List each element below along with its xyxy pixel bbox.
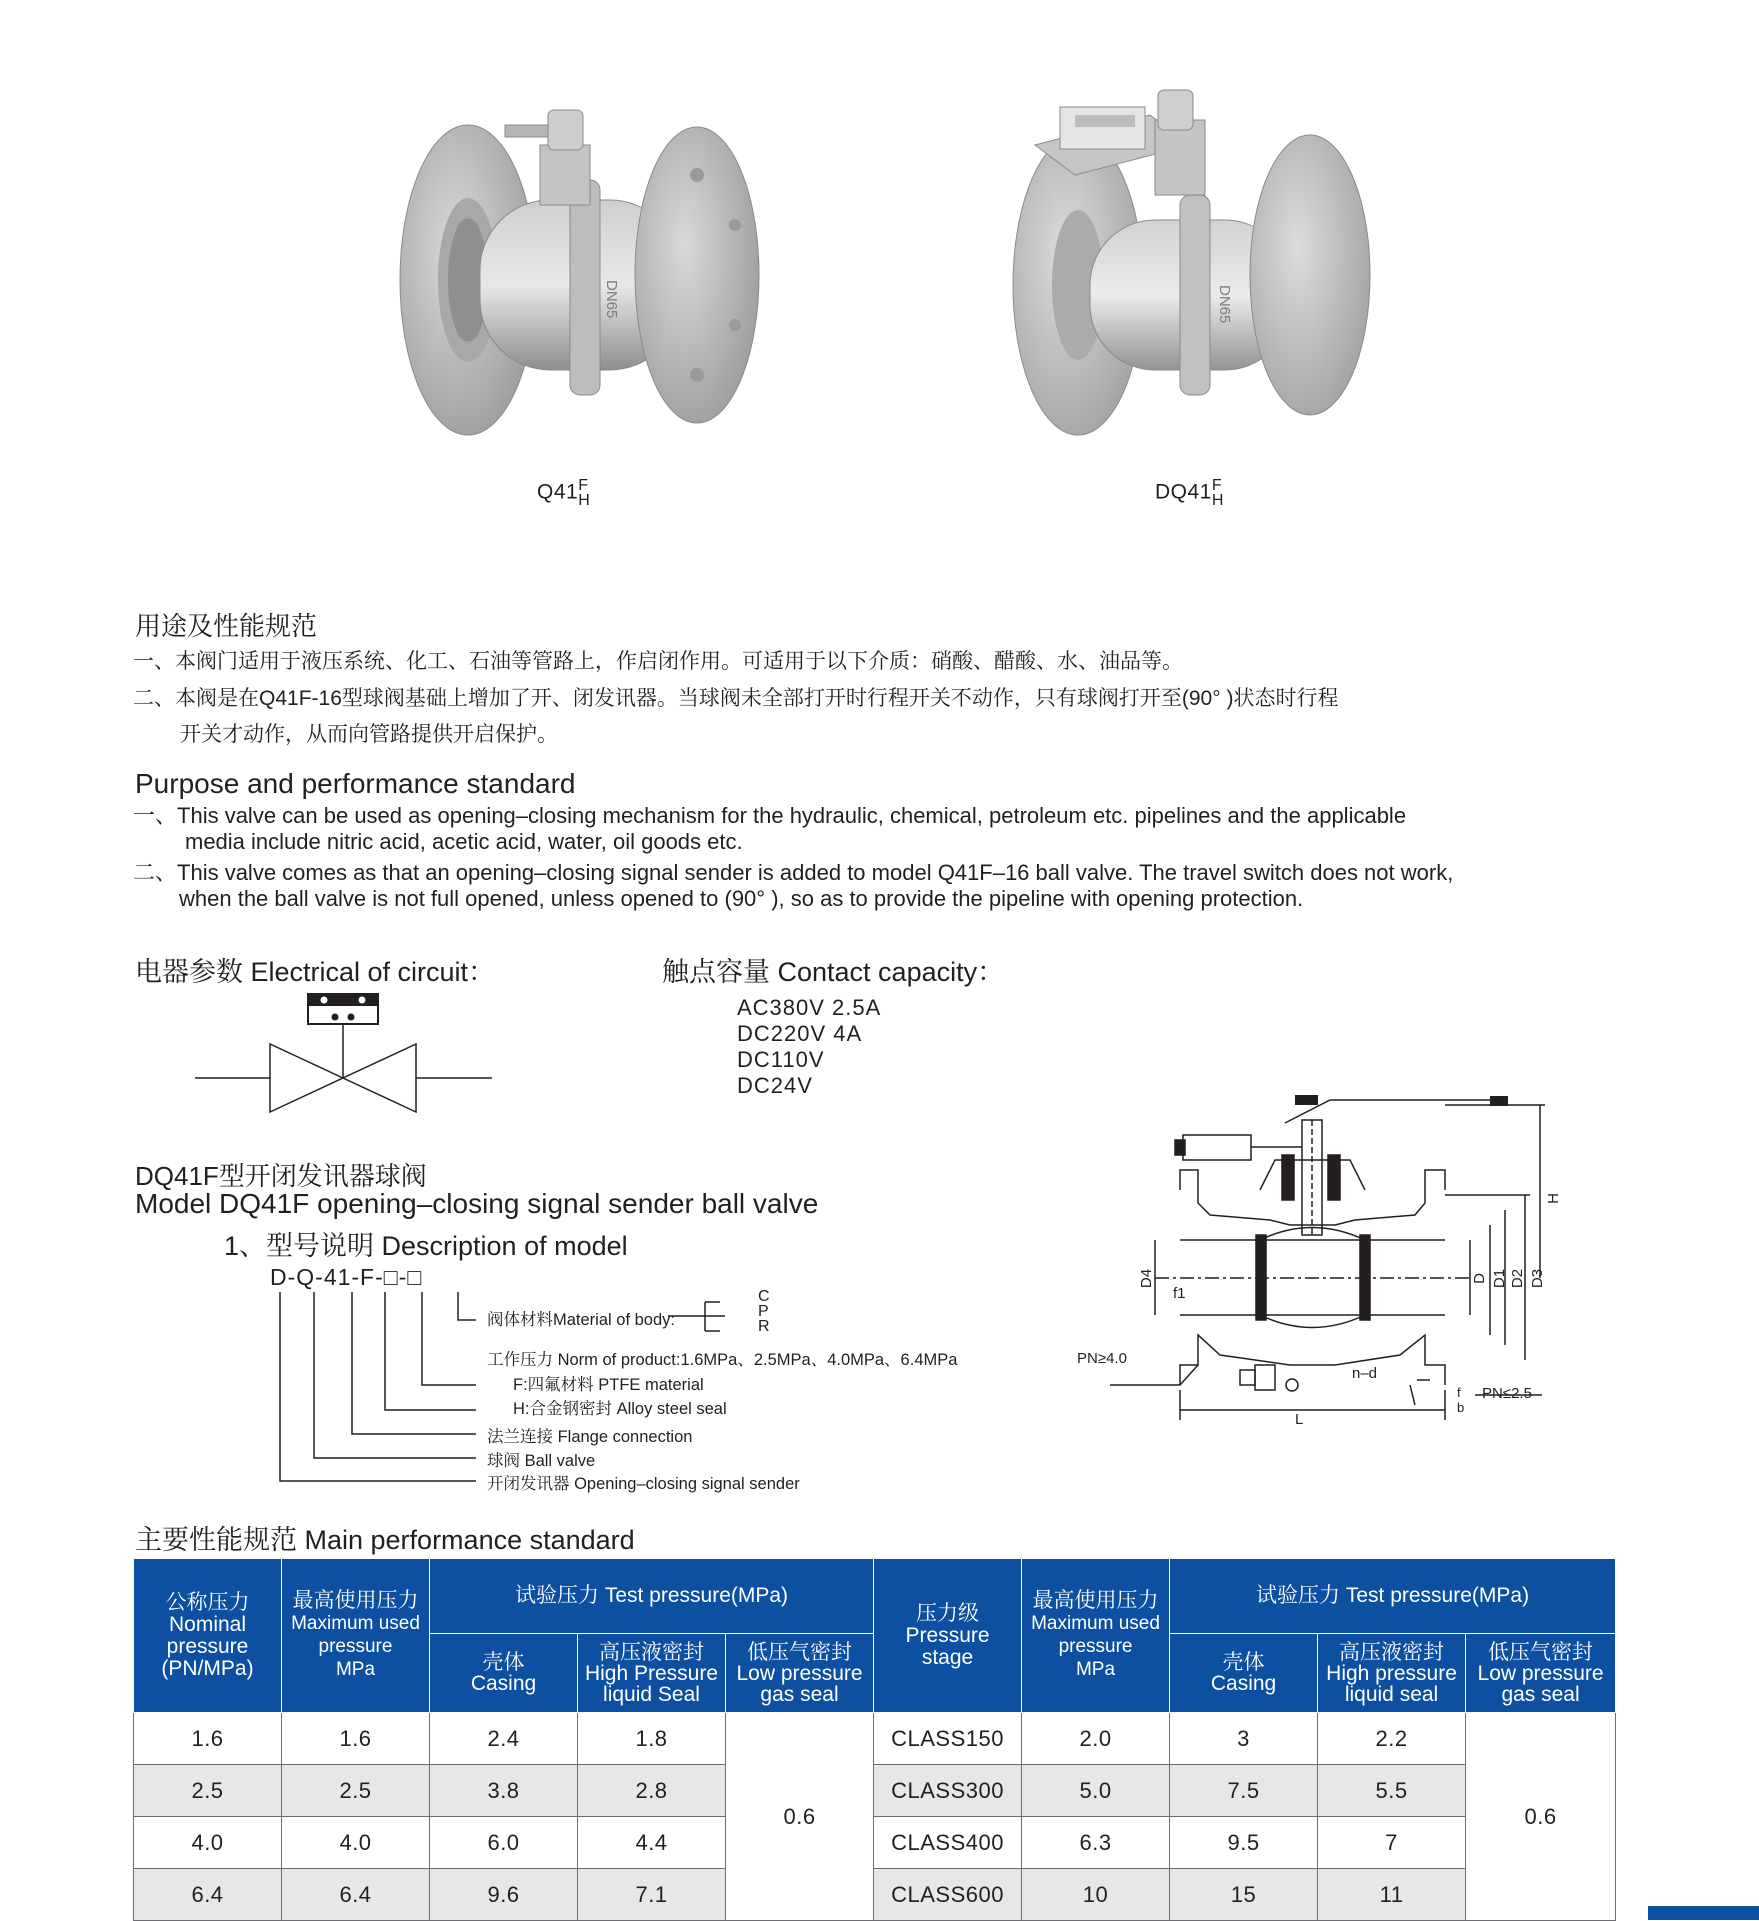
dim-label-D2: D2 bbox=[1509, 1268, 1527, 1289]
header-low-pressure-seal-2: 低压气密封 Low pressure gas seal bbox=[1466, 1634, 1616, 1713]
caption-sub: H bbox=[1211, 492, 1224, 509]
caption-sup: F bbox=[578, 477, 589, 494]
purpose-en-line: This valve comes as that an opening–closing signal sender is added to model Q41F–16 ball valve. The travel switch does not work, bbox=[177, 860, 1454, 885]
dq41-valve-image bbox=[990, 85, 1390, 460]
circuit-symbol bbox=[190, 990, 500, 1118]
model-line-ball: 球阀 Ball valve bbox=[487, 1452, 596, 1470]
header-casing: 壳体 Casing bbox=[430, 1634, 578, 1713]
material-option: C bbox=[758, 1288, 770, 1305]
dim-label-D1: D1 bbox=[1491, 1268, 1509, 1289]
dim-label-D3: D3 bbox=[1529, 1268, 1547, 1289]
product-caption-dq41: DQ41F H bbox=[1155, 477, 1224, 509]
table-row: 2.5 2.5 3.8 2.8 CLASS300 5.0 7.5 5.5 bbox=[134, 1765, 1616, 1817]
caption-sup: F bbox=[1211, 477, 1223, 494]
list-marker: 一、 bbox=[133, 803, 178, 828]
table-row: 4.0 4.0 6.0 4.4 CLASS400 6.3 9.5 7 bbox=[134, 1817, 1616, 1869]
low-seal-value-left: 0.6 bbox=[726, 1713, 874, 1921]
header-high-pressure-seal: 高压液密封 High Pressure liquid Seal bbox=[578, 1634, 726, 1713]
header-pressure-stage: 压力级 Pressure stage bbox=[874, 1559, 1022, 1713]
model-title-en: Model DQ41F opening–closing signal sender ball valve bbox=[135, 1188, 819, 1219]
model-subtitle: 1、型号说明 Description of model bbox=[224, 1231, 628, 1261]
list-marker: 二、 bbox=[133, 860, 178, 885]
purpose-en-item-1 bbox=[133, 803, 1633, 855]
svg-text:DN65: DN65 bbox=[1216, 285, 1233, 324]
purpose-en-item-2 bbox=[133, 860, 1633, 912]
dim-label-nd: n–d bbox=[1352, 1365, 1378, 1382]
dim-label-L: L bbox=[1295, 1411, 1304, 1428]
table-title: 主要性能规范 Main performance standard bbox=[135, 1525, 635, 1555]
purpose-en-line: media include nitric acid, acetic acid, water, oil goods etc. bbox=[185, 829, 743, 854]
dim-label-f1: f1 bbox=[1173, 1285, 1186, 1302]
dim-label-pn-right: PN≤2.5 bbox=[1482, 1385, 1532, 1402]
dim-label-pn-left: PN≥4.0 bbox=[1077, 1350, 1127, 1367]
contact-value: DC110V bbox=[737, 1047, 825, 1072]
contact-value: AC380V 2.5A bbox=[737, 995, 882, 1020]
purpose-cn-title: 用途及性能规范 bbox=[135, 611, 318, 641]
dim-label-H: H bbox=[1544, 1193, 1562, 1204]
purpose-cn-item-2-cont: 开关才动作，从而向管路提供开启保护。 bbox=[180, 723, 558, 746]
dim-label-D: D bbox=[1470, 1273, 1488, 1284]
page-accent-bar bbox=[1648, 1906, 1759, 1920]
model-title-cn: DQ41F型开闭发讯器球阀 bbox=[135, 1161, 427, 1191]
header-test-pressure-2: 试验压力 Test pressure(MPa) bbox=[1170, 1559, 1616, 1634]
purpose-cn-item-2: 二、本阀是在Q41F-16型球阀基础上增加了开、闭发讯器。当球阀未全部打开时行程开关不动作，只有球阀打开至(90° )状态时行程 bbox=[133, 687, 1339, 710]
table-row: 6.4 6.4 9.6 7.1 CLASS600 10 15 11 bbox=[134, 1869, 1616, 1921]
table-row: 1.6 1.6 2.4 1.8 0.6 CLASS150 2.0 3 2.2 0.6 bbox=[134, 1713, 1616, 1765]
svg-text:DN65: DN65 bbox=[603, 280, 620, 319]
electrical-title: 电器参数 Electrical of circuit： bbox=[135, 957, 496, 987]
dim-label-f: f bbox=[1457, 1385, 1461, 1400]
purpose-en-title: Purpose and performance standard bbox=[135, 768, 576, 799]
dim-label-D4: D4 bbox=[1138, 1268, 1156, 1289]
model-line-flange: 法兰连接 Flange connection bbox=[487, 1428, 693, 1446]
material-option: R bbox=[758, 1318, 770, 1335]
purpose-en-line: when the ball valve is not full opened, unless opened to (90° ), so as to provide the pipeline with opening protection. bbox=[179, 886, 1304, 911]
q41-valve-image bbox=[370, 85, 770, 460]
header-casing-2: 壳体 Casing bbox=[1170, 1634, 1318, 1713]
drawing-labels bbox=[1070, 1095, 1570, 1445]
dim-label-b: b bbox=[1457, 1400, 1465, 1415]
model-line-material: 阀体材料Material of body: bbox=[487, 1311, 675, 1329]
purpose-cn-item-1: 一、本阀门适用于液压系统、化工、石油等管路上，作启闭作用。可适用于以下介质：硝酸、醋酸、水、油品等。 bbox=[133, 650, 1183, 673]
contact-values bbox=[737, 995, 881, 1099]
caption-sub: H bbox=[578, 492, 591, 509]
model-line-ptfe: F:四氟材料 PTFE material bbox=[513, 1376, 704, 1394]
product-caption-q41: Q41F H bbox=[537, 477, 591, 509]
model-line-sender: 开闭发讯器 Opening–closing signal sender bbox=[487, 1475, 800, 1493]
model-code: D-Q-41-F-□-□ bbox=[270, 1264, 423, 1290]
material-option: P bbox=[758, 1303, 769, 1320]
model-line-alloy: H:合金钢密封 Alloy steel seal bbox=[513, 1400, 727, 1418]
low-seal-value-right: 0.6 bbox=[1466, 1713, 1616, 1921]
header-max-used-pressure: 最高使用压力 Maximum used pressure MPa bbox=[282, 1559, 430, 1713]
header-max-used-pressure-2: 最高使用压力 Maximum used pressure MPa bbox=[1022, 1559, 1170, 1713]
performance-table bbox=[133, 1558, 1616, 1921]
header-test-pressure: 试验压力 Test pressure(MPa) bbox=[430, 1559, 874, 1634]
header-high-pressure-seal-2: 高压液密封 High pressure liquid seal bbox=[1318, 1634, 1466, 1713]
header-low-pressure-seal: 低压气密封 Low pressure gas seal bbox=[726, 1634, 874, 1713]
header-nominal-pressure: 公称压力 Nominal pressure (PN/MPa) bbox=[134, 1559, 282, 1713]
contact-value: DC24V bbox=[737, 1073, 813, 1098]
purpose-en-line: This valve can be used as opening–closing mechanism for the hydraulic, chemical, petroleum etc. pipelines and the applicable bbox=[177, 803, 1407, 828]
contact-value: DC220V 4A bbox=[737, 1021, 863, 1046]
model-line-pressure: 工作压力 Norm of product:1.6MPa、2.5MPa、4.0MPa、6.4MPa bbox=[487, 1351, 958, 1369]
contact-title: 触点容量 Contact capacity： bbox=[662, 957, 1005, 987]
